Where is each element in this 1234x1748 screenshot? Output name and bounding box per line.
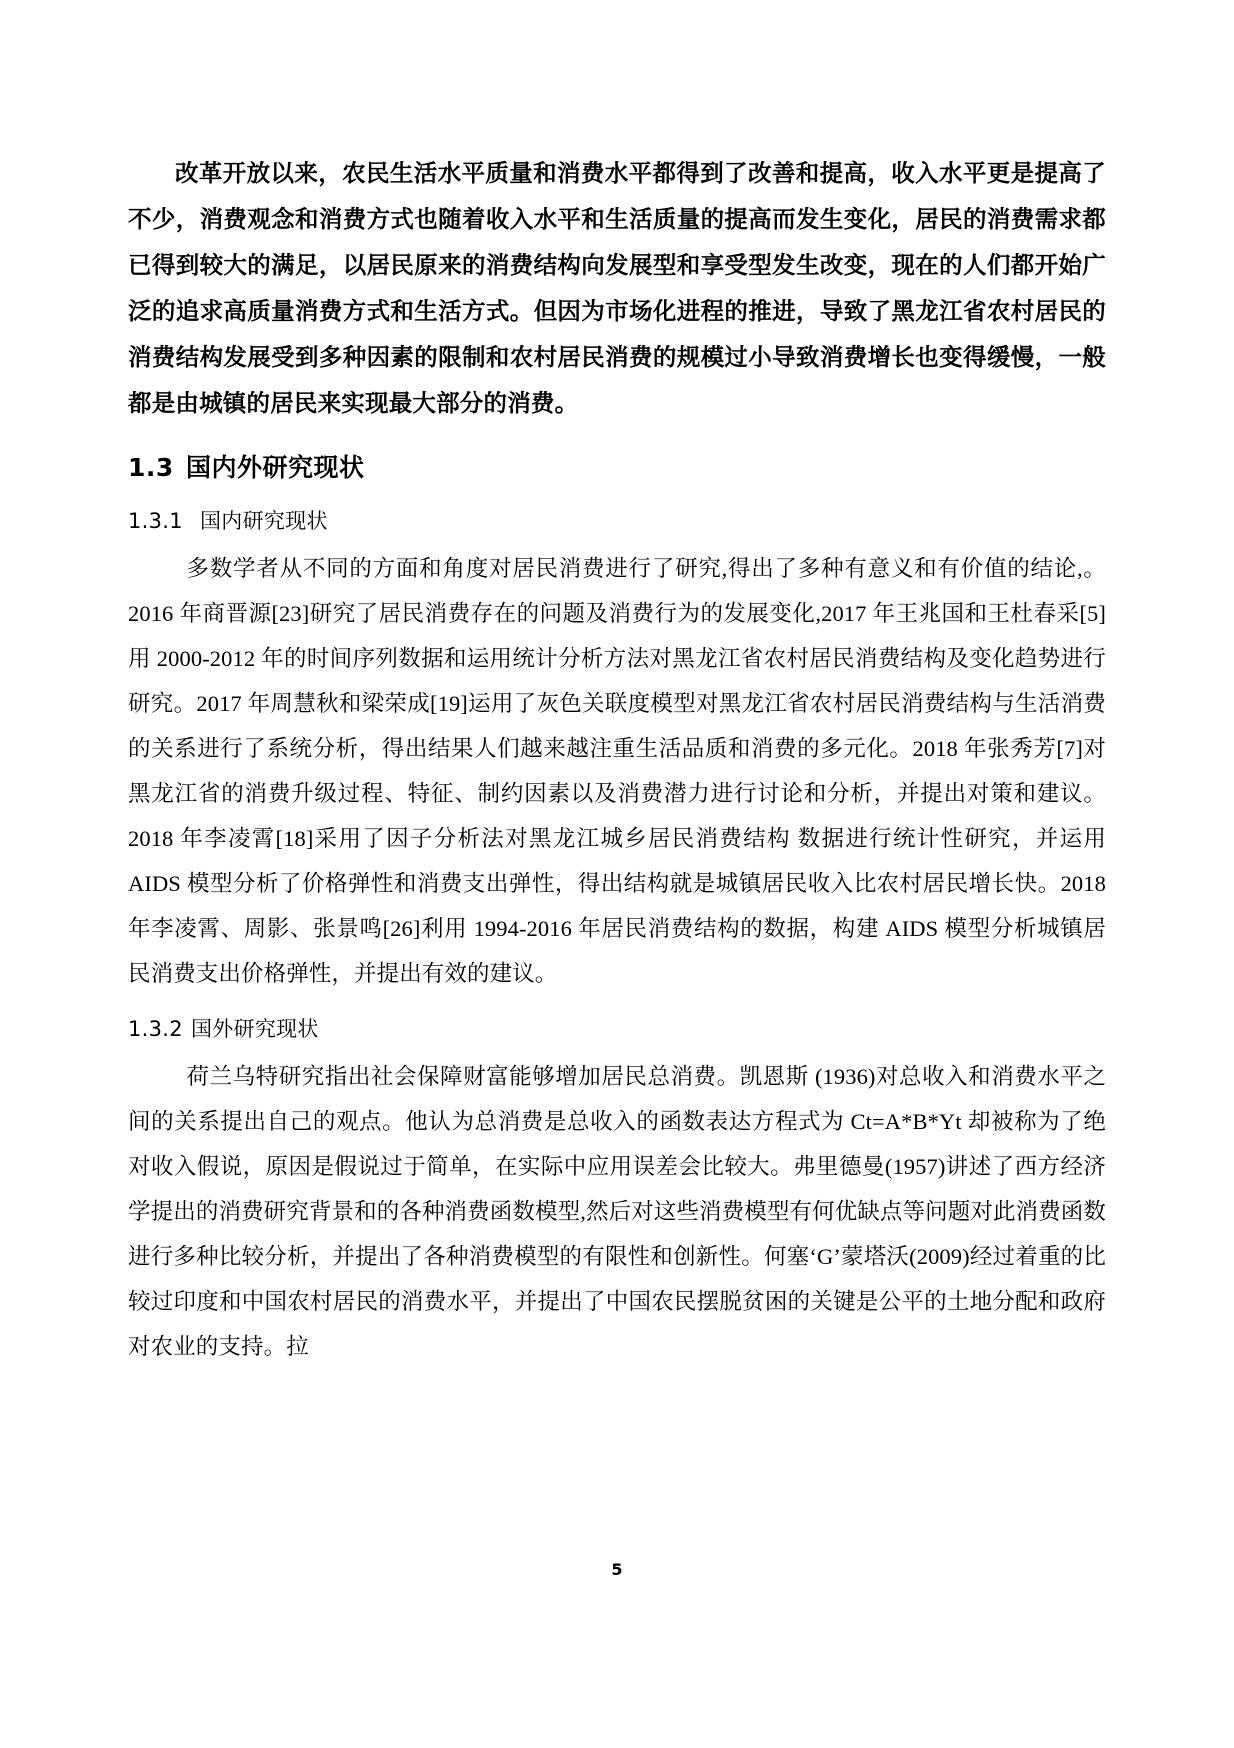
heading-section-1-3 bbox=[128, 448, 1106, 488]
paragraph-domestic-research: 多数学者从不同的方面和角度对居民消费进行了研究,得出了多种有意义和有价值的结论,。2016 年商晋源[23]研究了居民消费存在的问题及消费行为的发展变化,2017 年王兆国和王杜春采[5]用 2000-2012 年的时间序列数据和运用统计分析方法对黑龙江省农村居民消费结构及变化趋势进行研究。2017 年周慧秋和梁荣成[19]运用了灰色关联度模型对黑龙江省农村居民消费结构与生活消费的关系进行了系统分析，得出结果人们越来越注重生活品质和消费的多元化。2018 年张秀芳[7]对黑龙江省的消费升级过程、特征、制约因素以及消费潜力进行讨论和分析，并提出对策和建议。2018 年李凌霄[18]采用了因子分析法对黑龙江城乡居民消费结构 数据进行统计性研究，并运用 AIDS 模型分析了价格弹性和消费支出弹性，得出结构就是城镇居民收入比农村居民增长快。2018 年李凌霄、周影、张景鸣[26]利用 1994-2016 年居民消费结构的数据，构建 AIDS 模型分析城镇居民消费支出价格弹性，并提出有效的建议。 bbox=[128, 556, 1106, 986]
paragraph-intro: 改革开放以来，农民生活水平质量和消费水平都得到了改善和提高，收入水平更是提高了不少，消费观念和消费方式也随着收入水平和生活质量的提高而发生变化，居民的消费需求都已得到较大的满足，以居民原来的消费结构向发展型和享受型发生改变，现在的人们都开始广泛的追求高质量消费方式和生活方式。但因为市场化进程的推进，导致了黑龙江省农村居民的消费结构发展受到多种因素的限制和农村居民消费的规模过小导致消费增长也变得缓慢，一般都是由城镇的居民来实现最大部分的消费。 bbox=[128, 159, 1106, 417]
heading-number: 1.3 bbox=[128, 453, 174, 482]
heading-title: 国内研究现状 bbox=[200, 509, 328, 533]
page-number: 5 bbox=[611, 1560, 623, 1579]
heading-section-1-3-1 bbox=[128, 504, 1106, 538]
heading-number: 1.3.1 bbox=[128, 509, 183, 533]
heading-number: 1.3.2 bbox=[128, 1017, 183, 1041]
heading-title: 国外研究现状 bbox=[190, 1017, 319, 1041]
paragraph-foreign-research: 荷兰乌特研究指出社会保障财富能够增加居民总消费。凯恩斯 (1936)对总收入和消费水平之间的关系提出自己的观点。他认为总消费是总收入的函数表达方程式为 Ct=A*B*Yt 却被称为了绝对收入假说，原因是假说过于简单，在实际中应用误差会比较大。弗里德曼(1957)讲述了西方经济学提出的消费研究背景和的各种消费函数模型,然后对这些消费模型有何优缺点等问题对此消费函数进行多种比较分析，并提出了各种消费模型的有限性和创新性。何塞‘G’蒙塔沃(2009)经过着重的比较过印度和中国农村居民的消费水平，并提出了中国农民摆脱贫困的关键是公平的土地分配和政府对农业的支持。拉 bbox=[128, 1064, 1106, 1359]
heading-section-1-3-2 bbox=[128, 1012, 1106, 1046]
heading-title: 国内外研究现状 bbox=[186, 453, 365, 482]
page-content bbox=[128, 150, 1106, 1369]
